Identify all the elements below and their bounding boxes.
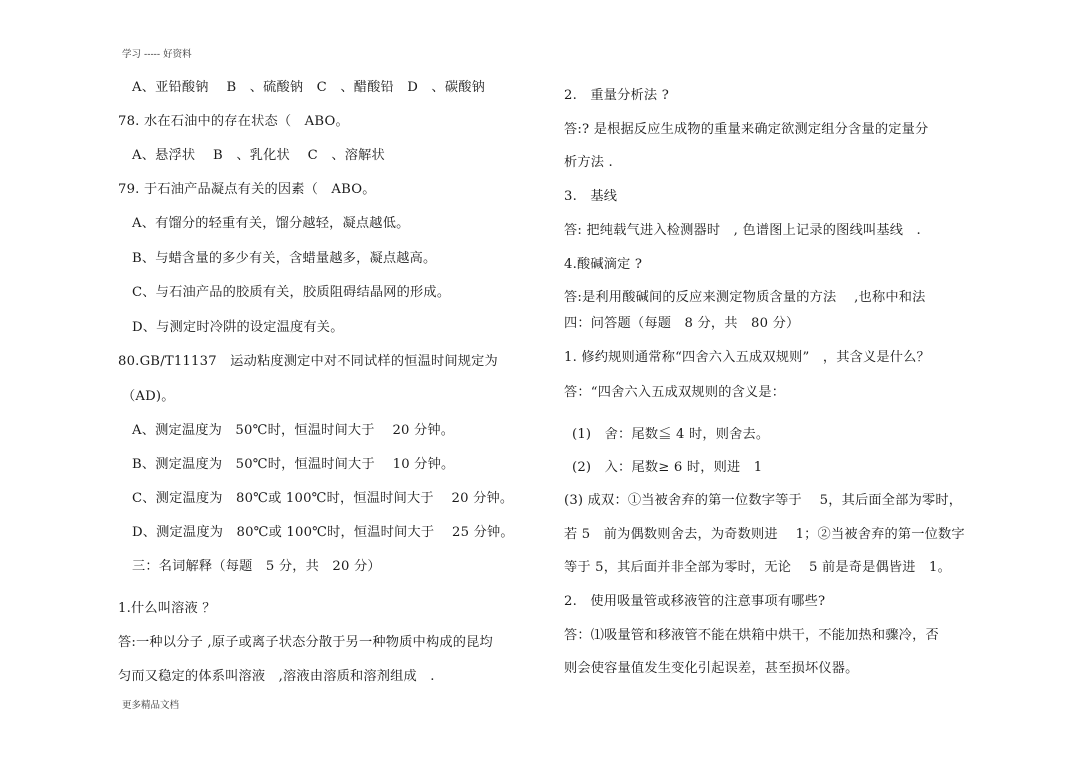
text-line: 1. 修约规则通常称“四舍六入五成双规则” ，其含义是什么？ [564, 350, 930, 365]
text-line: 1.什么叫溶液 ？ [118, 601, 216, 616]
text-line: （AD)。 [122, 389, 175, 404]
text-line: 析方法 . [564, 155, 613, 170]
text-line: 4.酸碱滴定 ? [564, 257, 643, 272]
text-line: 78. 水在石油中的存在状态（ ABO。 [118, 114, 349, 129]
page-header: 学习 ----- 好资料 [122, 49, 192, 60]
text-line: A、悬浮状 B 、乳化状 C 、溶解状 [132, 148, 385, 163]
text-line: 答：“四舍六入五成双规则的含义是： [564, 385, 786, 400]
text-line: 等于 5，其后面并非全部为零时，无论 5 前是奇是偶皆进 1。 [564, 560, 952, 575]
text-line: 79. 于石油产品凝点有关的因素（ ABO。 [118, 182, 376, 197]
section-heading: 四：问答题（每题 8 分，共 80 分） [564, 316, 800, 331]
text-line: D、与测定时冷阱的设定温度有关。 [132, 320, 344, 335]
section-heading: 三：名词解释（每题 5 分，共 20 分） [132, 559, 381, 574]
text-line: 80.GB/T11137 运动粘度测定中对不同试样的恒温时间规定为 [118, 354, 498, 369]
text-line: (2) 入：尾数≥ 6 时，则进 1 [572, 460, 763, 475]
text-line: 2. 使用吸量管或移液管的注意事项有哪些? [564, 594, 826, 609]
text-line: 答:是利用酸碱间的反应来测定物质含量的方法 ,也称中和法 [564, 290, 926, 305]
text-line: 3. 基线 [564, 189, 618, 204]
text-line: 匀而又稳定的体系叫溶液 ,溶液由溶质和溶剂组成 . [118, 669, 435, 684]
text-line: B、测定温度为 50℃时，恒温时间大于 10 分钟。 [132, 457, 455, 472]
text-line: D、测定温度为 80℃或 100℃时，恒温时间大于 25 分钟。 [132, 525, 514, 540]
page-footer: 更多精品文档 [122, 700, 180, 711]
text-line: A、有馏分的轻重有关，馏分越轻，凝点越低。 [132, 216, 410, 231]
text-line: C、测定温度为 80℃或 100℃时，恒温时间大于 20 分钟。 [132, 491, 514, 506]
text-line: (1) 舍：尾数≦ 4 时，则舍去。 [572, 427, 770, 442]
text-line: 答:? 是根据反应生成物的重量来确定欲测定组分含量的定量分 [564, 122, 929, 137]
text-line: 2. 重量分析法 ? [564, 88, 669, 103]
text-line: 若 5 前为偶数则舍去，为奇数则进 1；②当被舍弃的第一位数字 [564, 527, 965, 542]
text-line: A、测定温度为 50℃时，恒温时间大于 20 分钟。 [132, 423, 455, 438]
text-line: C、与石油产品的胶质有关，胶质阻碍结晶网的形成。 [132, 285, 451, 300]
text-line: 则会使容量值发生变化引起误差，甚至损坏仪器。 [564, 661, 859, 676]
text-line: 答:一种以分子 ,原子或离子状态分散于另一种物质中构成的昆均 [118, 635, 493, 650]
text-line: (3) 成双：①当被舍弃的第一位数字等于 5，其后面全部为零时， [564, 493, 963, 508]
text-line: 答: 把纯载气进入检测器时 , 色谱图上记录的图线叫基线 . [564, 223, 921, 238]
text-line: 答：⑴吸量管和移液管不能在烘箱中烘干，不能加热和骤冷，否 [564, 628, 939, 643]
text-line: B、与蜡含量的多少有关，含蜡量越多，凝点越高。 [132, 251, 437, 266]
text-line: A、亚铅酸钠 B 、硫酸钠 C 、醋酸铅 D 、碳酸钠 [132, 80, 485, 95]
